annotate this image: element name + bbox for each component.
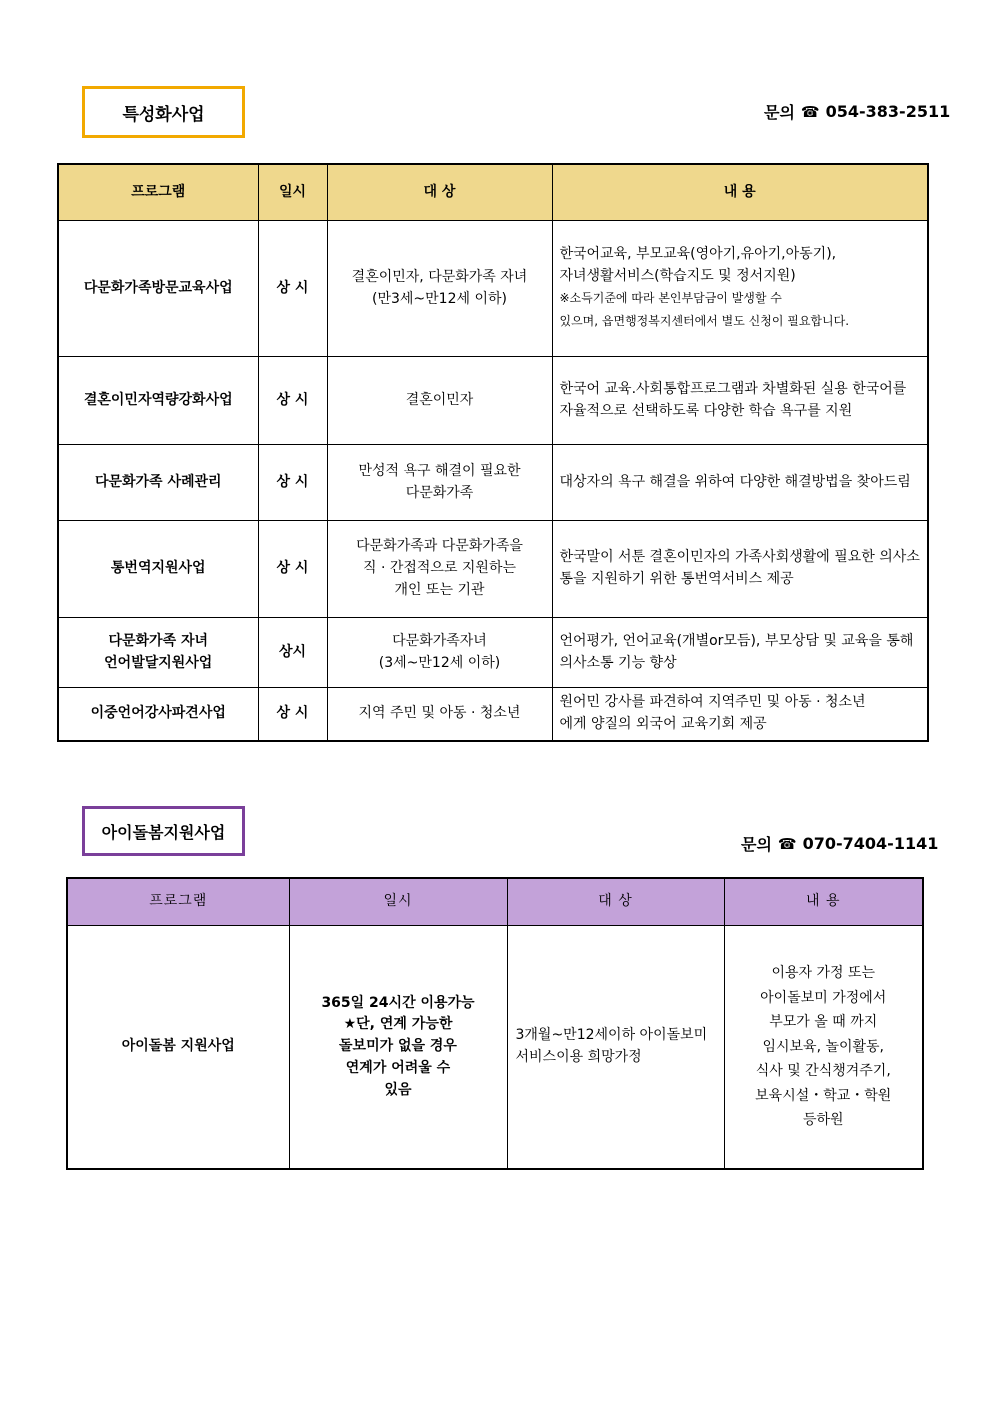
program-cell: 다문화가족 사례관리 [58,445,258,521]
when-cell: 상 시 [258,221,327,357]
table-row [67,926,923,1170]
header-when: 일시 [289,878,507,926]
phone-icon: ☎ [777,834,797,853]
contact-phone: 054-383-2511 [825,102,951,121]
contact-phone: 070-7404-1141 [802,834,939,853]
fee-note: ※소득기준에 따라 본인부담금이 발생할 수 있으며, 읍면행정복지센터에서 별도 신청이 필요합니다. [559,291,850,329]
target-cell: 지역 주민 및 아동 · 청소년 [327,688,552,741]
section1-contact [764,100,950,123]
table-header-row [58,164,928,221]
content-cell: 이용자 가정 또는 아이돌보미 가정에서 부모가 올 때 까지 임시보육, 놀이활동, 식사 및 간식챙겨주기, 보육시설・학교・학원 등하원 [724,926,923,1170]
content-cell: 원어민 강사를 파견하여 지역주민 및 아동 · 청소년 에게 양질의 외국어 교육기회 제공 [552,688,928,741]
header-program: 프로그램 [67,878,289,926]
content-cell: 언어평가, 언어교육(개별or모듬), 부모상담 및 교육을 통해 의사소통 기능 향상 [552,618,928,688]
target-cell: 만성적 욕구 해결이 필요한 다문화가족 [327,445,552,521]
contact-label: 문의 [764,103,795,122]
content-cell: 한국어 교육.사회통합프로그램과 차별화된 실용 한국어를 자율적으로 선택하도록 다양한 학습 욕구를 지원 [552,357,928,445]
table-row [58,445,928,521]
table-row [58,221,928,357]
table-row [58,357,928,445]
program-cell: 다문화가족 자녀 언어발달지원사업 [58,618,258,688]
when-cell: 상 시 [258,521,327,618]
content-cell: 한국말이 서툰 결혼이민자의 가족사회생활에 필요한 의사소통을 지원하기 위한 통번역서비스 제공 [552,521,928,618]
when-cell: 상시 [258,618,327,688]
target-cell: 다문화가족과 다문화가족을 직 · 간접적으로 지원하는 개인 또는 기관 [327,521,552,618]
phone-icon: ☎ [800,102,820,121]
program-cell: 결혼이민자역량강화사업 [58,357,258,445]
when-cell: 상 시 [258,445,327,521]
header-when: 일시 [258,164,327,221]
section2-table [66,877,924,1170]
table-header-row [67,878,923,926]
target-cell: 다문화가족자녀 (3세~만12세 이하) [327,618,552,688]
section2-contact [741,832,938,855]
table-row [58,688,928,741]
table-row [58,521,928,618]
target-cell: 결혼이민자, 다문화가족 자녀 (만3세~만12세 이하) [327,221,552,357]
section1-table [57,163,929,742]
header-content: 내 용 [552,164,928,221]
program-cell: 이중언어강사파견사업 [58,688,258,741]
target-cell: 결혼이민자 [327,357,552,445]
header-target: 대 상 [507,878,724,926]
header-content: 내 용 [724,878,923,926]
program-cell: 아이돌봄 지원사업 [67,926,289,1170]
program-cell: 통번역지원사업 [58,521,258,618]
content-cell: 한국어교육, 부모교육(영아기,유아기,아동기), 자녀생활서비스(학습지도 및 정서지원) ※소득기준에 따라 본인부담금이 발생할 수 있으며, 읍면행정복지센터에서 별도 신청이 필요합니다. [552,221,928,357]
program-cell: 다문화가족방문교육사업 [58,221,258,357]
when-cell: 365일 24시간 이용가능 ★단, 연계 가능한 돌보미가 없을 경우 연계가 어려울 수 있음 [289,926,507,1170]
table-row [58,618,928,688]
header-target: 대 상 [327,164,552,221]
contact-label: 문의 [741,835,772,854]
when-cell: 상 시 [258,357,327,445]
content-cell: 대상자의 욕구 해결을 위하여 다양한 해결방법을 찾아드림 [552,445,928,521]
when-cell: 상 시 [258,688,327,741]
target-cell: 3개월~만12세이하 아이돌보미 서비스이용 희망가정 [507,926,724,1170]
header-program: 프로그램 [58,164,258,221]
section2-title: 아이돌봄지원사업 [82,806,245,856]
section1-title: 특성화사업 [82,86,245,138]
